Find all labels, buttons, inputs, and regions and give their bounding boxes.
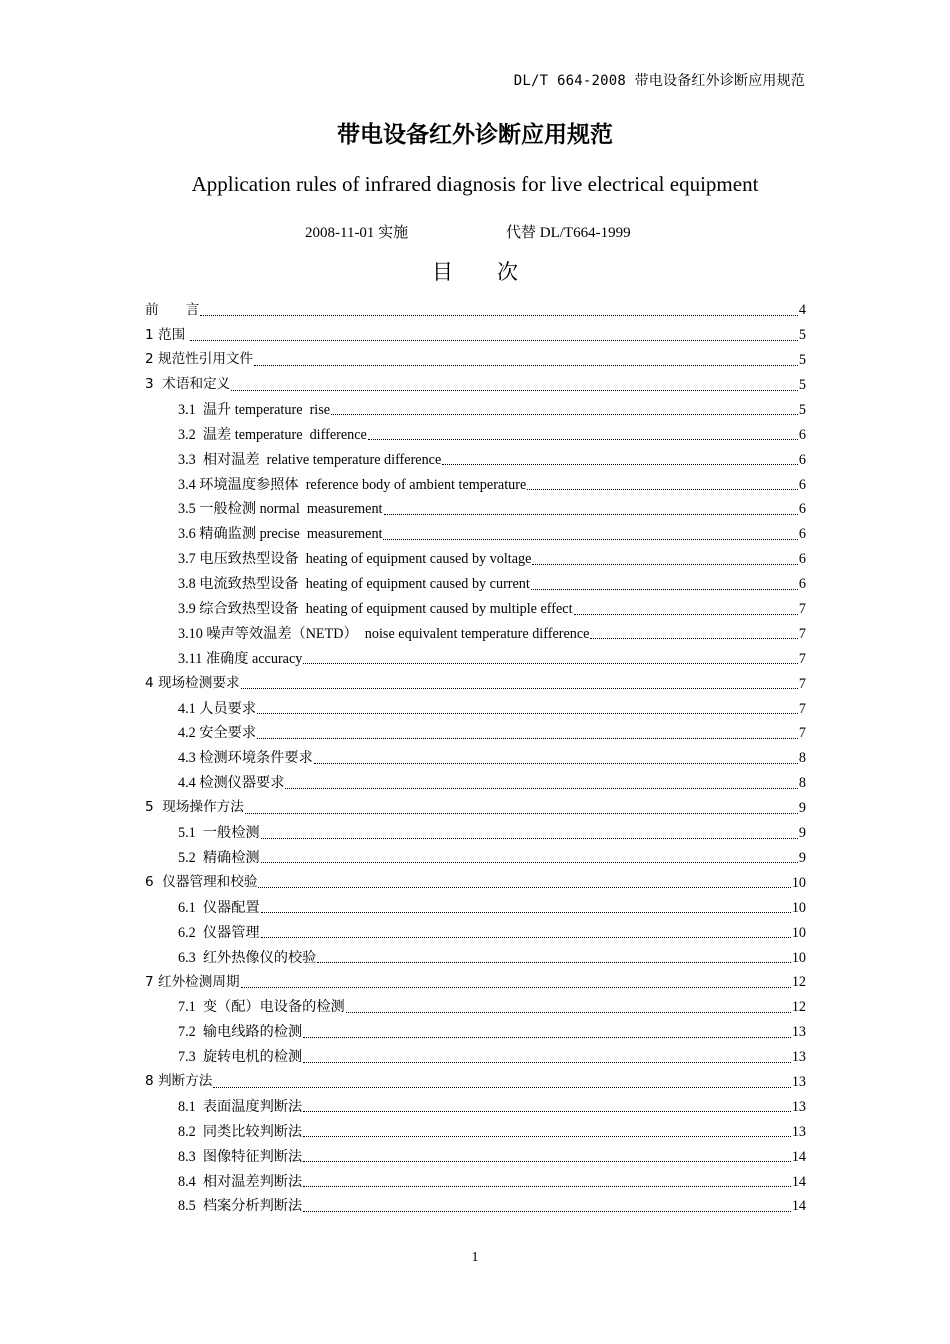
toc-dot-leader xyxy=(384,514,798,515)
toc-entry-label: 3.5 一般检测 normal measurement xyxy=(178,501,383,518)
toc-dot-leader xyxy=(331,414,798,415)
toc-entry-label: 8.4 相对温差判断法 xyxy=(178,1173,303,1190)
toc-entry-page: 12 xyxy=(791,999,806,1016)
toc-entry-page: 6 xyxy=(798,526,806,543)
toc-entry-label: 8.2 同类比较判断法 xyxy=(178,1123,303,1140)
toc-entry-page: 14 xyxy=(791,1148,806,1165)
table-of-contents xyxy=(145,298,806,1219)
toc-entry-label: 6.1 仪器配置 xyxy=(178,899,260,916)
toc-entry[interactable] xyxy=(145,323,806,348)
toc-entry[interactable] xyxy=(145,945,806,970)
toc-entry-label: 7.3 旋转电机的检测 xyxy=(178,1049,303,1066)
toc-dot-leader xyxy=(261,937,791,938)
toc-entry-label: 4.2 安全要求 xyxy=(178,725,257,742)
toc-entry-label: 5.2 精确检测 xyxy=(178,849,260,866)
toc-entry-page: 5 xyxy=(798,327,806,344)
toc-entry-label: 3.6 精确监测 precise measurement xyxy=(178,526,383,543)
toc-entry[interactable] xyxy=(145,1070,806,1095)
toc-entry-label: 3.1 温升 temperature rise xyxy=(178,401,331,418)
toc-entry-page: 9 xyxy=(798,849,806,866)
toc-dot-leader xyxy=(303,1111,791,1112)
implementation-date: 2008-11-01 实施 xyxy=(305,225,409,241)
toc-dot-leader xyxy=(590,638,797,639)
toc-dot-leader xyxy=(200,315,798,316)
toc-entry-label: 7.2 输电线路的检测 xyxy=(178,1024,303,1041)
toc-entry-label: 8 判断方法 xyxy=(145,1073,213,1090)
toc-entry-page: 6 xyxy=(798,501,806,518)
toc-entry-label: 3.10 噪声等效温差（NETD） noise equivalent temperature difference xyxy=(178,625,590,642)
toc-entry[interactable] xyxy=(145,796,806,821)
toc-dot-leader xyxy=(303,663,798,664)
replaces-standard: 代替 DL/T664-1999 xyxy=(506,225,631,241)
toc-entry-label: 3.2 温差 temperature difference xyxy=(178,426,367,443)
toc-dot-leader xyxy=(383,539,797,540)
toc-dot-leader xyxy=(317,962,790,963)
toc-entry-label: 6 仪器管理和校验 xyxy=(145,874,258,891)
toc-entry-label: 8.5 档案分析判断法 xyxy=(178,1198,303,1215)
toc-entry-label: 7.1 变（配）电设备的检测 xyxy=(178,999,345,1016)
toc-dot-leader xyxy=(303,1037,791,1038)
toc-entry[interactable] xyxy=(145,1119,806,1144)
toc-entry-page: 6 xyxy=(798,551,806,568)
toc-entry-page: 14 xyxy=(791,1173,806,1190)
toc-entry-label: 3.11 准确度 accuracy xyxy=(178,650,303,667)
toc-dot-leader xyxy=(531,589,798,590)
toc-dot-leader xyxy=(213,1087,790,1088)
toc-entry[interactable] xyxy=(145,970,806,995)
toc-entry-page: 7 xyxy=(798,700,806,717)
toc-entry-page: 5 xyxy=(798,352,806,369)
toc-entry[interactable] xyxy=(145,447,806,472)
toc-entry-page: 10 xyxy=(791,874,806,891)
toc-dot-leader xyxy=(303,1211,791,1212)
toc-entry-page: 9 xyxy=(798,800,806,817)
toc-dot-leader xyxy=(314,763,798,764)
toc-entry-label: 4.3 检测环境条件要求 xyxy=(178,750,313,767)
toc-entry[interactable] xyxy=(145,721,806,746)
toc-entry-label: 3.8 电流致热型设备 heating of equipment caused by current xyxy=(178,576,530,593)
toc-dot-leader xyxy=(241,987,791,988)
toc-entry-page: 13 xyxy=(791,1123,806,1140)
toc-dot-leader xyxy=(254,365,798,366)
toc-dot-leader xyxy=(190,340,797,341)
toc-entry-page: 13 xyxy=(791,1024,806,1041)
toc-entry-page: 7 xyxy=(798,675,806,692)
toc-entry[interactable] xyxy=(145,1045,806,1070)
toc-entry[interactable] xyxy=(145,1144,806,1169)
toc-entry-label: 2 规范性引用文件 xyxy=(145,351,254,368)
toc-entry[interactable] xyxy=(145,298,806,323)
toc-entry[interactable] xyxy=(145,995,806,1020)
toc-entry-label: 3.9 综合致热型设备 heating of equipment caused by multiple effect xyxy=(178,601,573,618)
toc-entry-label: 6.2 仪器管理 xyxy=(178,924,260,941)
toc-dot-leader xyxy=(303,1161,791,1162)
toc-entry[interactable] xyxy=(145,572,806,597)
toc-entry-label: 4.1 人员要求 xyxy=(178,700,257,717)
toc-entry-page: 6 xyxy=(798,451,806,468)
toc-entry[interactable] xyxy=(145,398,806,423)
toc-dot-leader xyxy=(346,1012,791,1013)
toc-entry-page: 6 xyxy=(798,426,806,443)
toc-entry[interactable] xyxy=(145,646,806,671)
toc-dot-leader xyxy=(261,862,798,863)
toc-entry-label: 3.7 电压致热型设备 heating of equipment caused by voltage xyxy=(178,551,532,568)
toc-entry[interactable] xyxy=(145,671,806,696)
toc-dot-leader xyxy=(258,887,790,888)
toc-entry[interactable] xyxy=(145,422,806,447)
toc-entry[interactable] xyxy=(145,870,806,895)
toc-dot-leader xyxy=(261,912,791,913)
toc-entry-page: 12 xyxy=(791,974,806,991)
toc-entry-page: 5 xyxy=(798,401,806,418)
toc-dot-leader xyxy=(442,464,798,465)
toc-entry[interactable] xyxy=(145,1194,806,1219)
toc-entry-page: 7 xyxy=(798,625,806,642)
toc-entry[interactable] xyxy=(145,597,806,622)
toc-dot-leader xyxy=(231,390,798,391)
toc-entry-page: 10 xyxy=(791,949,806,966)
toc-dot-leader xyxy=(257,738,798,739)
toc-entry-label: 8.1 表面温度判断法 xyxy=(178,1098,303,1115)
toc-entry-page: 7 xyxy=(798,601,806,618)
toc-entry-page: 6 xyxy=(798,576,806,593)
toc-dot-leader xyxy=(241,688,798,689)
toc-dot-leader xyxy=(257,713,798,714)
running-header: DL/T 664-2008 带电设备红外诊断应用规范 xyxy=(513,73,805,89)
page-number: 1 xyxy=(471,1250,479,1265)
toc-entry-label: 8.3 图像特征判断法 xyxy=(178,1148,303,1165)
toc-entry-label: 3.4 环境温度参照体 reference body of ambient temperature xyxy=(178,476,527,493)
toc-entry-page: 5 xyxy=(798,377,806,394)
toc-entry-page: 13 xyxy=(791,1098,806,1115)
toc-entry[interactable] xyxy=(145,522,806,547)
toc-entry[interactable] xyxy=(145,895,806,920)
toc-entry-label: 4.4 检测仪器要求 xyxy=(178,775,285,792)
toc-entry-label: 5.1 一般检测 xyxy=(178,825,260,842)
toc-entry-page: 13 xyxy=(791,1073,806,1090)
toc-entry-page: 14 xyxy=(791,1198,806,1215)
toc-entry-label: 前 言 xyxy=(145,301,200,318)
toc-entry-label: 6.3 红外热像仪的校验 xyxy=(178,949,317,966)
toc-dot-leader xyxy=(527,489,798,490)
toc-dot-leader xyxy=(285,788,797,789)
toc-entry[interactable] xyxy=(145,846,806,871)
toc-entry[interactable] xyxy=(145,696,806,721)
toc-entry[interactable] xyxy=(145,497,806,522)
toc-entry-label: 7 红外检测周期 xyxy=(145,973,240,990)
toc-entry[interactable] xyxy=(145,920,806,945)
document-title-chinese: 带电设备红外诊断应用规范 xyxy=(337,122,613,148)
toc-dot-leader xyxy=(303,1186,791,1187)
toc-entry-page: 10 xyxy=(791,924,806,941)
toc-dot-leader xyxy=(368,439,798,440)
toc-dot-leader xyxy=(303,1062,791,1063)
toc-entry-label: 3.3 相对温差 relative temperature difference xyxy=(178,451,442,468)
toc-dot-leader xyxy=(574,614,798,615)
toc-entry[interactable] xyxy=(145,771,806,796)
toc-entry-label: 4 现场检测要求 xyxy=(145,675,240,691)
toc-entry-page: 7 xyxy=(798,650,806,667)
toc-entry-page: 8 xyxy=(798,775,806,792)
toc-entry[interactable] xyxy=(145,821,806,846)
toc-entry-page: 8 xyxy=(798,750,806,767)
toc-entry-page: 7 xyxy=(798,725,806,742)
document-title-english: Application rules of infrared diagnosis for live electrical equipment xyxy=(191,172,759,196)
toc-entry-page: 6 xyxy=(798,476,806,493)
toc-entry[interactable] xyxy=(145,472,806,497)
toc-entry-page: 10 xyxy=(791,899,806,916)
toc-entry[interactable] xyxy=(145,1095,806,1120)
toc-entry-label: 1 范围 xyxy=(145,326,190,343)
toc-entry-label: 3 术语和定义 xyxy=(145,376,231,393)
toc-heading: 目次 xyxy=(432,260,562,284)
toc-entry-page: 9 xyxy=(798,825,806,842)
toc-entry-page: 13 xyxy=(791,1049,806,1066)
toc-dot-leader xyxy=(261,838,798,839)
toc-entry[interactable] xyxy=(145,622,806,647)
toc-entry-label: 5 现场操作方法 xyxy=(145,799,244,816)
toc-entry[interactable] xyxy=(145,547,806,572)
toc-dot-leader xyxy=(245,813,798,814)
toc-entry[interactable] xyxy=(145,1169,806,1194)
toc-entry[interactable] xyxy=(145,746,806,771)
toc-entry[interactable] xyxy=(145,373,806,398)
toc-entry-page: 4 xyxy=(798,302,806,319)
toc-dot-leader xyxy=(532,564,797,565)
toc-entry[interactable] xyxy=(145,348,806,373)
toc-entry[interactable] xyxy=(145,1020,806,1045)
toc-dot-leader xyxy=(303,1136,791,1137)
